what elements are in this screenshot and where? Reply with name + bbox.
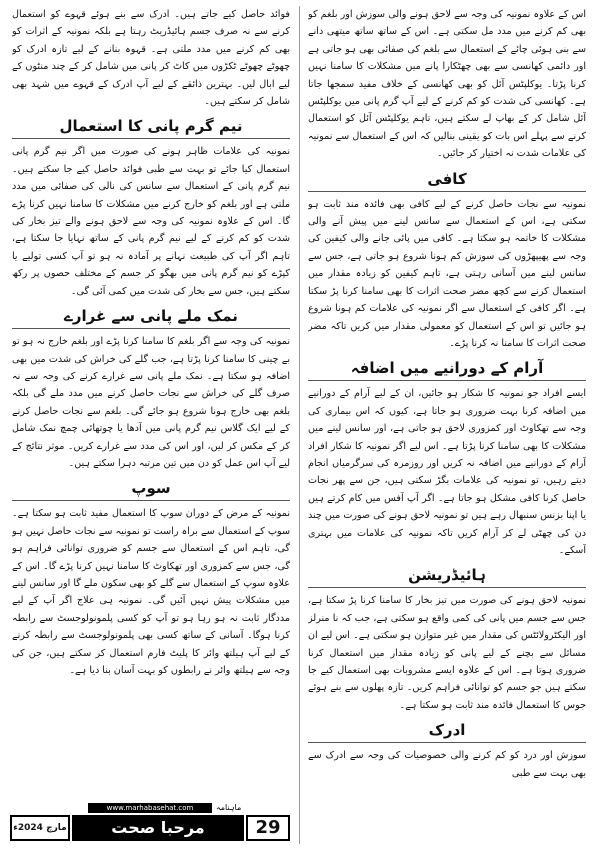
- paragraph: نمونیہ کی علامات ظاہر ہونے کی صورت میں اگر نیم گرم پانی استعمال کیا جائے تو بہت سے طبی فوائد حاصل کیے جا سکتے ہیں۔ نیم گرم پانی کے استعمال سے سانس کی نالی کی صفائی میں مدد ملتی ہے اور بلغم کو خارج کرنے میں مشکلات کا سامنا نہیں کرنا پڑے گا۔ اس کے علاوہ نمونیہ کی وجہ سے لاحق ہونے والے تیز بخار کی شدت کو کم کرنے کے لیے نیم گرم پانی کے ساتھ نہایا جا سکتا ہے، تاہم اگر آپ کی طبیعت نہانے پر آمادہ نہ ہو تو آپ کسی تولیے یا کپڑے کو نیم گرم پانی میں بھگو کر جسم کے مختلف حصوں پر رکھ سکتے ہیں، جس سے بخار کی شدت میں کمی آئی گی۔: [12, 146, 290, 297]
- paragraph: سوزش اور درد کو کم کرنے والی خصوصیات کی وجہ سے ادرک سے بھی بہت سے طبی: [308, 750, 586, 779]
- section-heading-ginger: ادرک: [308, 720, 586, 743]
- page-number: 29: [246, 815, 290, 841]
- page-footer: [10, 803, 292, 843]
- paragraph: فوائد حاصل کیے جاتے ہیں۔ ادرک سے بنے ہوئے قہوے کو استعمال کرنے سے نہ صرف جسم ہائیڈریٹ رہتا ہے بلکہ نمونیہ کے اثرات کو بھی کم کرنے میں مدد ملتی ہے۔ قہوہ بنانے کے لیے تازہ ادرک کو چھوٹے چھوٹے ٹکڑوں میں کاٹ کر پانی میں شامل کر کے چند منٹوں کے لیے ابال لیں۔ بہترین ذائقے کے لیے آپ ادرک کے قہوے میں شہد بھی شامل کر سکتے ہیں۔: [12, 9, 290, 108]
- monthly-label: ماہنامہ: [216, 803, 242, 812]
- issue-date: مارچ 2024ء: [10, 815, 70, 841]
- section-heading-coffee: کافی: [308, 169, 586, 192]
- section-heading-soup: سوپ: [12, 478, 290, 501]
- paragraph: نمونیہ سے نجات حاصل کرنے کے لیے کافی بھی فائدہ مند ثابت ہو سکتی ہے، اس کے استعمال سے سانس لینے میں پیش آنے والی مشکلات کا خاتمہ ہو سکتا ہے۔ کافی میں پائی جانے والی کیفین کی وجہ سے پھیپھڑوں کی سوزش کم ہونا شروع ہو جاتی ہے، جس سے سانس لینے میں آسانی رہتی ہے، تاہم کیفین کو زیادہ مقدار میں استعمال کرنے سے کچھ مضر صحت اثرات کا بھی سامنا کرنا پڑ سکتا ہے۔ اگر کافی کے استعمال سے اگر نمونیہ کی علامات کم ہونا شروع ہو جائیں تو اس کے استعمال کو معمولی مقدار میں کریں تاکہ مضر صحت اثرات کا سامنا نہ کرنا پڑے۔: [308, 198, 586, 349]
- section-heading-hydration: ہائیڈریشن: [308, 565, 586, 588]
- section-heading-gargle: نمک ملے پانی سے غرارے: [12, 306, 290, 329]
- section-heading-rest: آرام کے دورانیے میں اضافہ: [308, 358, 586, 381]
- paragraph: نمونیہ کے مرض کے دوران سوپ کا استعمال مفید ثابت ہو سکتا ہے۔ سوپ کے استعمال سے براہ راست تو نمونیہ سے نجات حاصل نہیں ہو گی، تاہم اس کے استعمال سے جسم کو ضروری توانائی فراہم ہو گی، جس سے کمزوری اور تھکاوٹ کا سامنا نہیں کرنا پڑے گا۔ اس کے علاوہ سوپ کے استعمال سے گلے کو بھی سکون ملے گا اور سانس لینے میں مشکلات پیش نہیں آئیں گی۔ نمونیہ ہی علاج اگر آپ کے لیے مددگار ثابت نہ ہو رہا ہو تو آپ کو کسی پلمونولوجسٹ سے رابطہ کرنا ہوگا۔ آسانی کے ساتھ کسی بھی پلمونولوجسٹ سے رابطہ کرنے کے لیے آپ ہیلتھ وائر کا پلیٹ فارم استعمال کر سکتے ہیں، جن کی وجہ سے ہیلتھ وائر نے رابطوں کو بہت آسان بنا دیا ہے۔: [12, 508, 290, 676]
- left-column: [12, 6, 290, 804]
- right-column: [308, 6, 586, 844]
- paragraph: اس کے علاوہ نمونیہ کی وجہ سے لاحق ہونے والی سوزش اور بلغم کو بھی کم کرنے میں مدد مل سکتی ہے۔ اس کے ساتھ ساتھ میتھی دانے سے بنی ہوئی چائے کے استعمال سے بلغم کی صفائی بھی ہو جاتی ہے اور دائمی کھانسی سے بھی چھٹکارا پانے میں مشکلات کا سامنا نہیں کرنا پڑتا۔ یوکلپٹس آئل کو بھی کھانسی کے خلاف مفید سمجھا جاتا ہے۔ کھانسی کی شدت کو کم کرنے کے لیے آپ گرم پانی میں یوکلپٹس آئل شامل کر کے بھاپ لے سکتے ہیں، تاہم یوکلپٹس آئل کو استعمال کرنے سے پہلے اس بات کو یقینی بنالیں کہ اس کے استعمال سے نمونیہ کی علامات شدت نہ اختیار کر جائیں۔: [308, 9, 586, 160]
- website-url: www.marhabasehat.com: [88, 803, 212, 813]
- paragraph: نمونیہ کی وجہ سے اگر بلغم کا سامنا کرنا پڑے اور بلغم خارج نہ ہو تو بے چینی کا سامنا کرنا پڑتا ہے، جب گلے کی خراش کی شدت میں بھی اضافہ ہو سکتا ہے۔ نمک ملے پانی سے غرارے کرنے کی وجہ سے نہ صرف گلے کی خراش سے نجات حاصل کرنے میں مدد ملے گی بلکہ بلغم بھی خارج ہونا شروع ہو جائے گی۔ بلغم سے نجات حاصل کرنے کے لیے ایک گلاس نیم گرم پانی میں آدھا یا چوتھائی چمچ نمک شامل کر کے مکس کر لیں، اور اس کی مدد سے غرارے کریں۔ موثر نتائج کے لیے آپ اس عمل کو دن میں تین مرتبہ دہرا سکتے ہیں۔: [12, 336, 290, 469]
- section-heading-warm-water: نیم گرم پانی کا استعمال: [12, 116, 290, 139]
- magazine-logo: مرحبا صحت: [72, 815, 244, 841]
- paragraph: نمونیہ لاحق ہونے کی صورت میں تیز بخار کا سامنا کرنا پڑ سکتا ہے، جس سے جسم میں پانی کی کمی واقع ہو سکتی ہے، جب کہ نا منرلز اور الیکٹرولائٹس کی مقدار میں غیر متوازن ہو سکتی ہے۔ اس لیے ان مسائل سے بچنے کے لیے پانی کو زیادہ مقدار میں استعمال کرنا ضروری ہوتا ہے۔ اس کے علاوہ ایسے مشروبات بھی استعمال کیے جا سکتے ہیں جو جسم کو توانائی فراہم کریں۔ تازہ پھلوں سے بنے ہوئے جوس کا استعمال فائدہ مند ثابت ہو سکتا ہے۔: [308, 595, 586, 711]
- column-divider: [299, 6, 300, 844]
- paragraph: ایسے افراد جو نمونیہ کا شکار ہو جائیں، ان کے لیے آرام کے دورانیے میں اضافہ کرنا بہت ضروری ہو جاتا ہے، کیوں کہ اس بیماری کی وجہ سے تھکاوٹ اور کمزوری لاحق ہو جاتی ہے، اور سانس لینے میں مشکلات کا بھی سامنا کرنا پڑتا ہے۔ اس لیے اگر نمونیہ کا شکار افراد آرام کے دورانیے میں اضافہ نہ کریں اور روزمرہ کی سرگرمیاں انجام دیتے رہیں، تو نمونیہ کی علامات بگڑ سکتی ہیں، جن سے پھر نجات حاصل کرنا کافی مشکل ہو جاتا ہے۔ اگر آپ آفس میں کام کرتے ہیں یا اپنا بزنس سنبھال رہے ہیں تو نمونیہ لاحق ہونے کی صورت میں چند دن کی چھٹی لے کر آرام کریں تاکہ نمونیہ کی علامات میں بہتری آسکے۔: [308, 388, 586, 556]
